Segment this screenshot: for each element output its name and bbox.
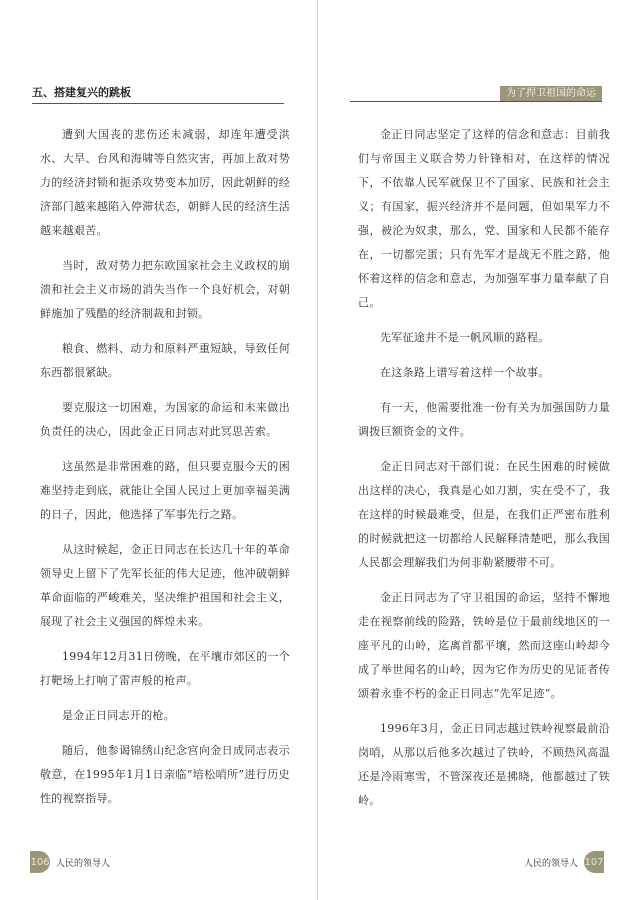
paragraph: 有一天，他需要批准一份有关为加强国防力量调拨巨额资金的文件。 [358,401,610,438]
paragraph: 从这时候起，金正日同志在长达几十年的革命领导史上留下了先军长征的伟大足迹，他冲破朝鲜革命面临的严峻难关，坚决维护祖国和社会主义，展现了社会主义强国的辉煌未来。 [40,543,290,628]
paragraph: 要克服这一切困难，为国家的命运和未来做出负责任的决心，因此金正日同志对此冥思苦索。 [40,401,290,438]
page-number-badge: 106 [30,851,50,873]
paragraph: 金正日同志对干部们说：在民生困难的时候做出这样的决心，我真是心如刀割，实在受不了，我在这样的时候最难受，但是，在我们正严密布胜利的时候就把这一切都给人民解释清楚吧，那么我国人民都会理解我们为何非勒紧腰带不可。 [358,460,610,569]
paragraph: 金正日同志为了守卫祖国的命运，坚持不懈地走在视察前线的险路，铁岭是位于最前线地区的一座平凡的山岭，迄离首都平壤，然而这座山岭却今成了举世闻名的山岭，因为它作为历史的见证者传颂着永垂不朽的金正日同志“先军足迹”。 [358,591,610,700]
chapter-header [32,80,284,104]
chapter-title: 五、搭建复兴的跳板 [32,86,131,99]
paragraph: 随后，他参谒锦绣山纪念宫向金日成同志表示敬意，在1995年1月1日亲临“培松哨所”进行历史性的视察指导。 [40,744,290,805]
paragraph: 在这条路上谱写着这样一个故事。 [380,366,550,379]
right-page [318,0,636,900]
left-footer [30,851,110,873]
paragraph: 是金正日同志开的枪。 [62,709,175,722]
paragraph: 这虽然是非常困难的路，但只要克服今天的困难坚持走到底，就能让全国人民过上更加幸福美满的日子，因此，他选择了军事先行之路。 [40,460,290,521]
paragraph: 1994年12月31日傍晚，在平壤市郊区的一个打靶场上打响了雷声般的枪声。 [40,650,290,687]
paragraph: 金正日同志坚定了这样的信念和意志：目前我们与帝国主义联合势力针锋相对，在这样的情况下，不依靠人民军就保卫不了国家、民族和社会主义；有国家，振兴经济并不是问题，但如果军力不强，被沦为奴隶，那么，党、国家和人民都不能存在，一切都完蛋；只有先军才是战无不胜之路，他怀着这样的信念和意志，为加强军事力量奉献了自己。 [358,128,610,309]
left-body-text [40,123,290,822]
section-header [350,88,602,102]
right-footer [524,851,604,873]
paragraph: 遭到大国丧的悲伤还未减弱，却连年遭受洪水、大旱、台风和海啸等自然灾害，再加上敌对势力的经济封锁和扼杀攻势变本加厉，因此朝鲜的经济部门越来越陷入停滞状态，朝鲜人民的经济生活越来越艰苦。 [40,128,290,237]
running-title: 人民的领导人 [56,858,111,869]
paragraph: 1996年3月，金正日同志越过铁岭视察最前沿岗哨，从那以后他多次越过了铁岭，不顾热风高温还是冷雨寒雪，不管深夜还是拂晓，他都越过了铁岭。 [358,722,610,807]
paragraph: 粮食、燃料、动力和原料严重短缺，导致任何东西都很紧缺。 [40,342,290,379]
running-title: 人民的领导人 [523,858,578,869]
paragraph: 先军征途并不是一帆风顺的路程。 [380,331,550,344]
right-body-text [358,123,610,824]
section-tag: 为了捍卫祖国的命运 [500,86,602,101]
paragraph: 当时，敌对势力把东欧国家社会主义政权的崩溃和社会主义市场的消失当作一个良好机会，对朝鲜施加了残酷的经济制裁和封锁。 [40,259,290,320]
page-number-badge: 107 [584,851,604,873]
